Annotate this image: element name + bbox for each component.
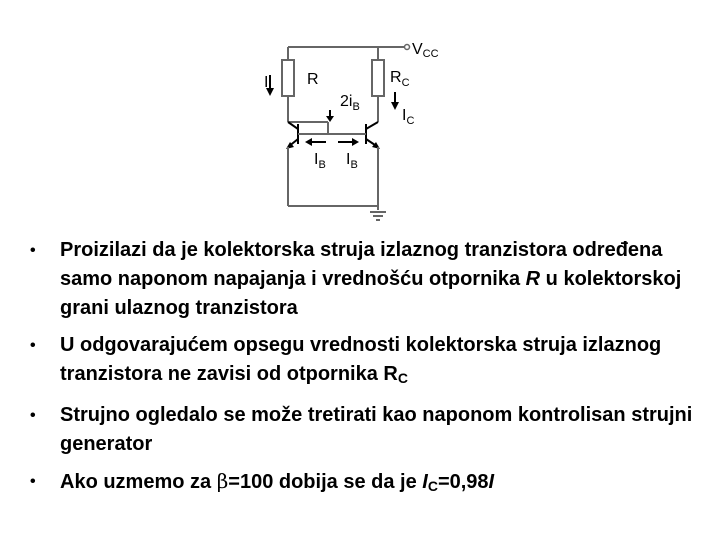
bullet-list (30, 236, 700, 509)
bullet-item-4: • Ako uzmemo za β=100 dobija se da je $I_C=0,98I$ (30, 469, 495, 494)
i-ref-label: I (264, 74, 269, 91)
bullet-dot: • (30, 337, 36, 354)
bullet-dot: • (30, 473, 36, 490)
current-mirror-circuit (250, 30, 450, 230)
bullet-dot: • (30, 242, 36, 259)
bullet-dot: • (30, 407, 36, 424)
bullet-item-1: • Proizilazi da je kolektorska struja izlaznog tranzistora određena samo naponom napajanja i vrednošću otpornika R u kolektorskoj grani ulaznog tranzistora (30, 236, 700, 323)
right-transistor-icon (362, 122, 380, 149)
ic-current-arrowhead-icon (391, 102, 399, 110)
ib-left-label: $I_B$ (314, 151, 326, 171)
ib-right-arrowhead-icon (352, 138, 359, 146)
two-ib-label: $2i_B$ (340, 93, 360, 113)
ic-label: $I_C$ (402, 107, 415, 127)
ground-icon (370, 212, 386, 220)
resistor-r (282, 60, 294, 96)
vcc-label: VCC (412, 41, 439, 60)
rc-label: $R_C$ (390, 69, 410, 89)
ib-left-arrowhead-icon (305, 138, 312, 146)
bullet-item-3: • Strujno ogledalo se može tretirati kao naponom kontrolisan strujni generator (30, 401, 700, 459)
left-transistor-icon (286, 122, 302, 149)
resistor-rc (372, 60, 384, 96)
ib-right-label: $I_B$ (346, 151, 358, 171)
vcc-terminal (405, 45, 410, 50)
r-label: R (307, 71, 319, 88)
bullet-item-2: • U odgovarajućem opsegu vrednosti kolektorska struja izlaznog tranzistora ne zavisi od otpornika $R_C$ (30, 331, 700, 393)
